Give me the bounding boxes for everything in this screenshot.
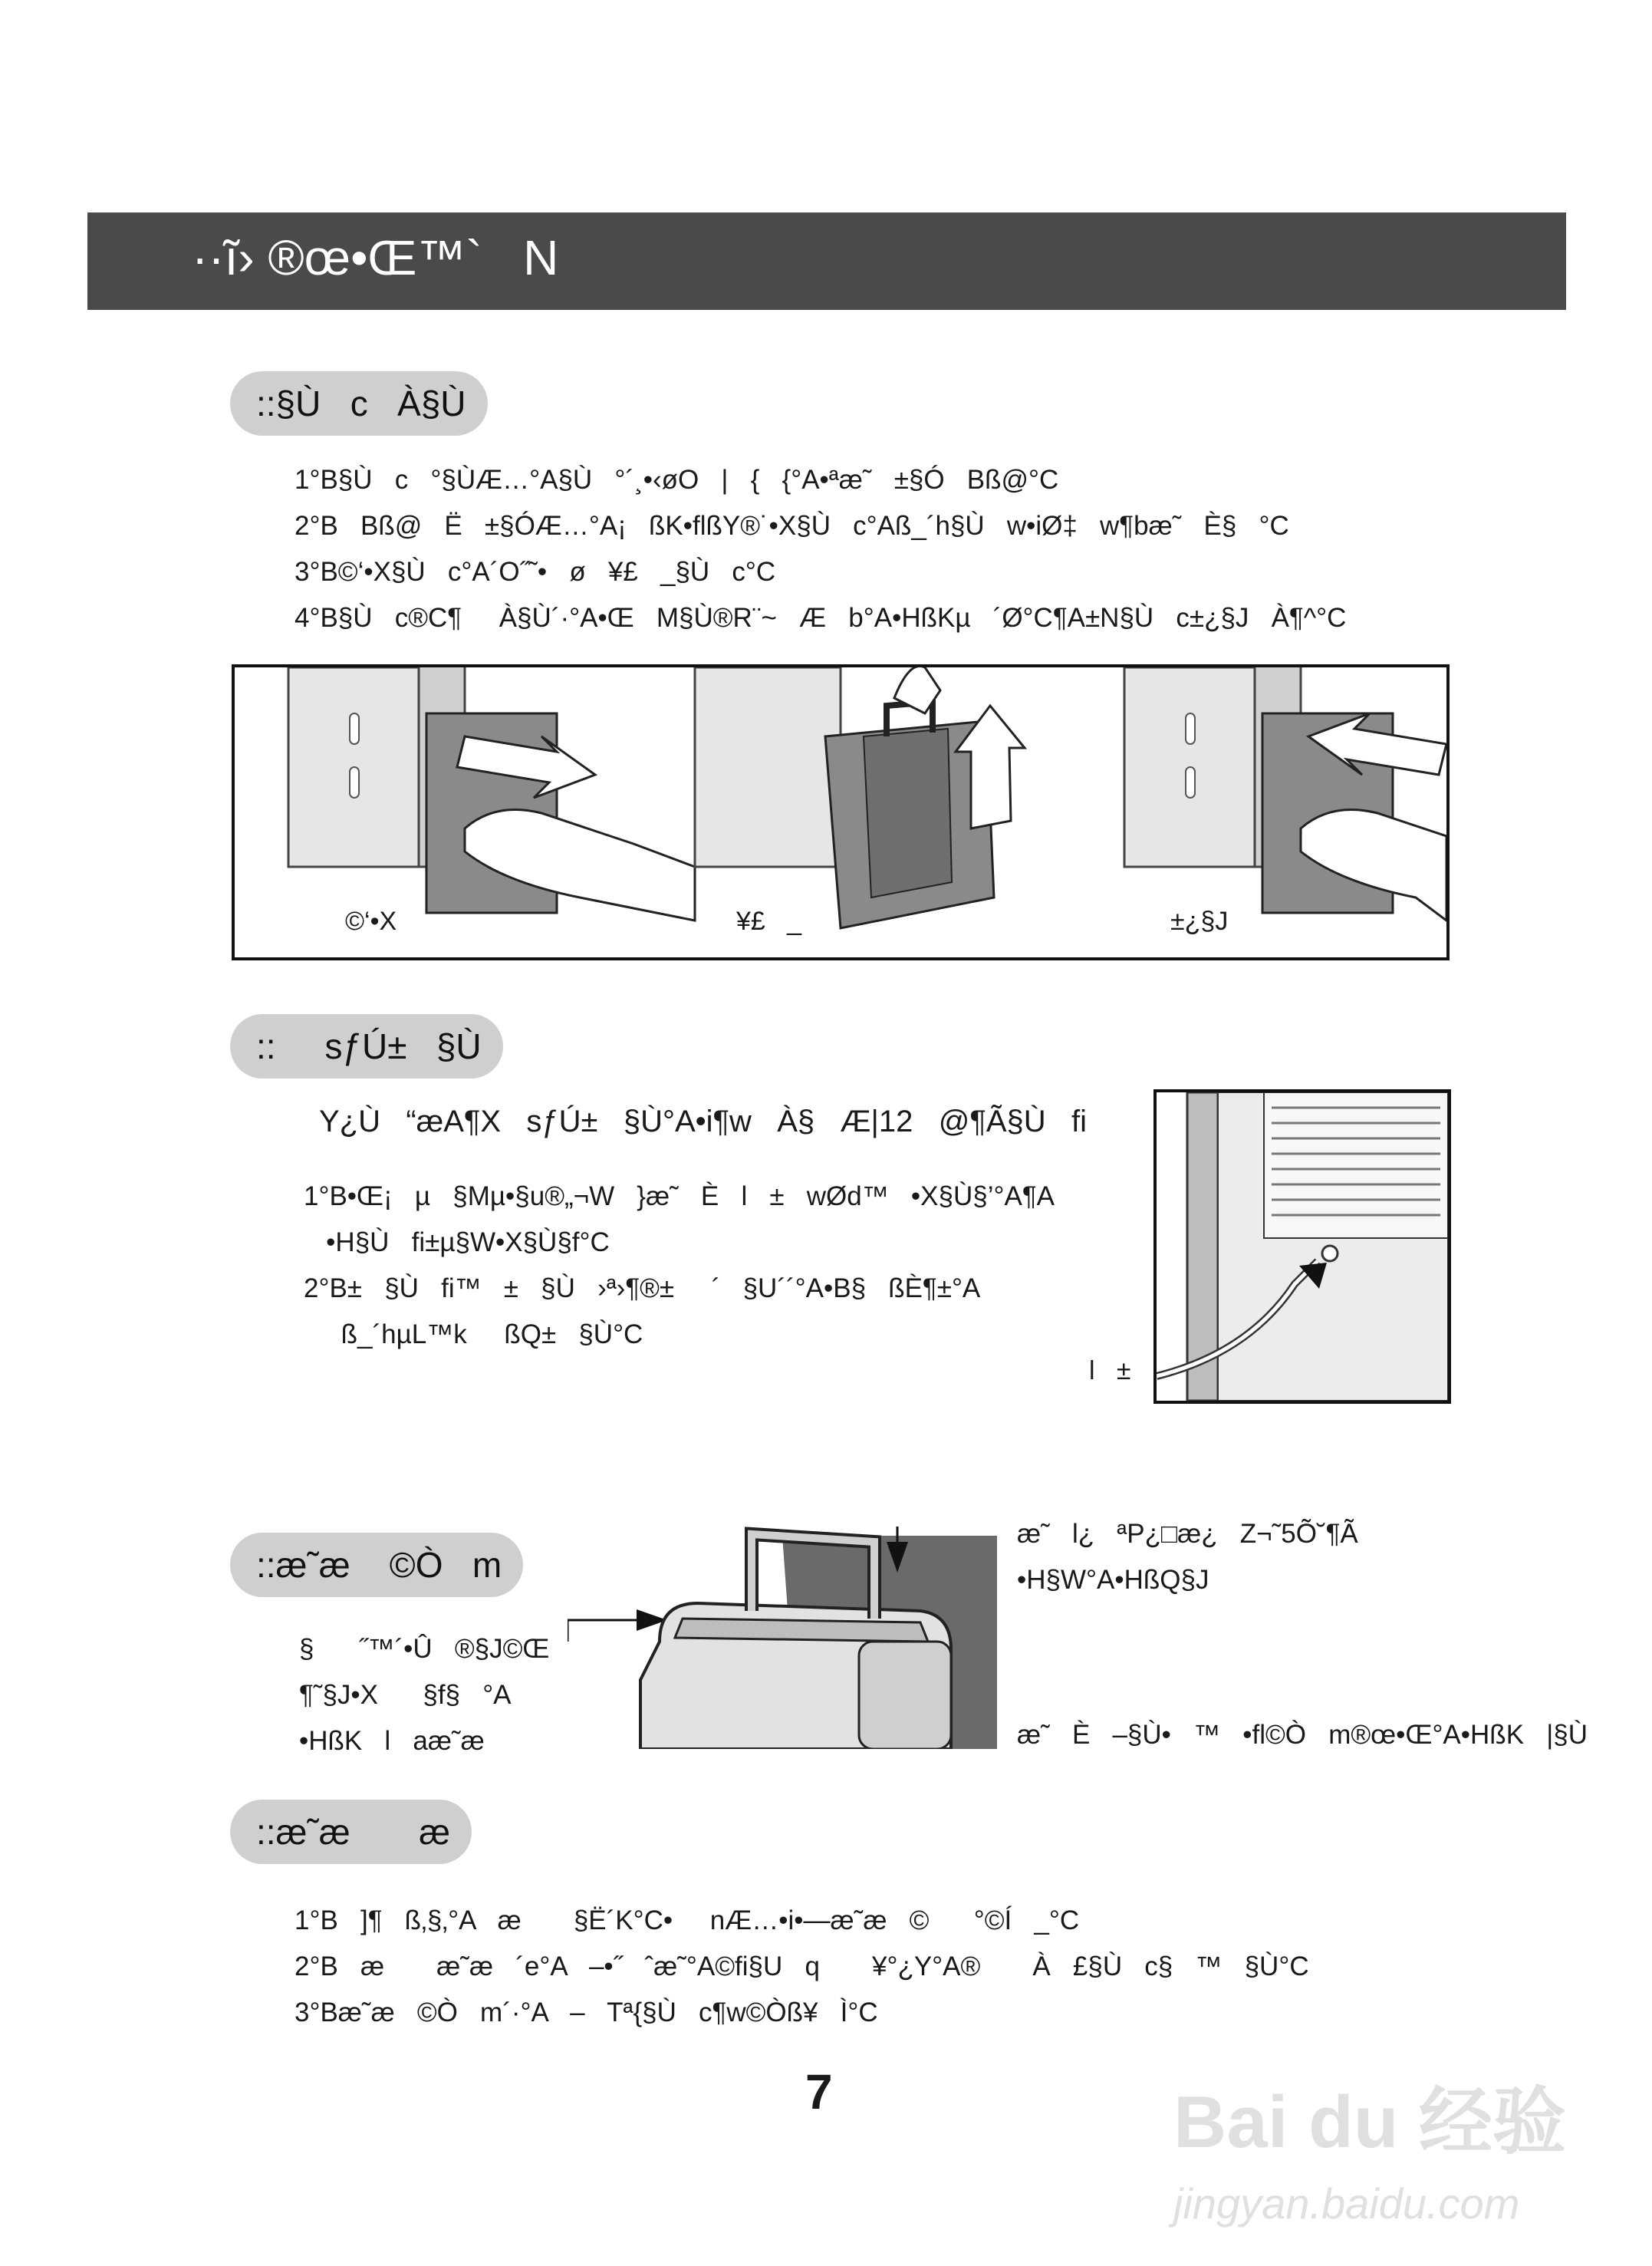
section-heading-water-tank: ::§Ù c À§Ù — [230, 371, 488, 436]
section2-intro: Y¿Ù “æA¶X sƒÚ± §Ù°A•i¶w À§ Æ|12 @¶Ã§Ù fi — [319, 1105, 1087, 1138]
step-text: 2°B æ æ˜æ ´e°A –•˝ ˆæ˜°A©fi§U q ¥°¿Y°A® À £§Ù c§ ™ §Ù°C — [295, 1951, 1309, 1981]
section3-left-text — [299, 1634, 549, 1757]
step-text: 2°B± §Ù fi™ ± §Ù ›ª›¶®± ´ §U´´°A•B§ ßÈ¶±°A — [304, 1273, 981, 1303]
step-text: 3°Bæ˜æ ©Ò m´·°A – Tª{§Ù c¶w©Òß¥ Ì°C — [295, 1998, 878, 2027]
section-heading-continuous-drain: :: sƒÚ± §Ù — [230, 1014, 503, 1079]
step-text: 1°B§Ù c °§ÙÆ…°A§Ù °´¸•‹øO | { {°A•ªæ˜ ±§Ó Bß@°C — [295, 465, 1059, 495]
section3-bottom-right-text: æ˜ È –§Ù• ™ •fl©Ò m®œ•Œ°A•HßK |§Ù — [1017, 1720, 1588, 1750]
step-text: 1°B•Œ¡ µ §Mµ•§u®„¬W }æ˜ È l ± wØd™ •X§Ù§’°A¶A — [304, 1181, 1055, 1211]
step-text: 4°B§Ù c®C¶ À§Ù´·°A•Œ M§Ù®R¨~ Æ b°A•HßKµ ´Ø°C¶A±N§Ù c±¿§J À¶^°C — [295, 603, 1347, 633]
step-text: 3°B©‘•X§Ù c°A´O˝˜• ø ¥£ _§Ù c°C — [295, 557, 776, 587]
step-text: •H§Ù fi±µ§W•X§Ù§f°C — [304, 1227, 610, 1257]
section2-steps — [304, 1181, 1055, 1350]
step-text: 2°B Bß@ Ë ±§ÓÆ…°A¡ ßK•flßY®˙•X§Ù c°Aß_´h§Ù w•iØ‡ w¶bæ˜ È§ °C — [295, 511, 1289, 541]
note-line: æ˜ l¿ ªP¿□æ¿ Z¬˜5Õ˘¶Ã — [1017, 1519, 1358, 1549]
note-line: •HßK l aæ˜æ — [299, 1726, 485, 1756]
push-in-panel — [1124, 667, 1446, 921]
hose-label: l ± — [1089, 1356, 1131, 1385]
step-text: 1°B ]¶ ß‚§‚°A æ §Ë´K°C• nÆ…•i•—æ˜æ © °©Í _°C — [295, 1905, 1080, 1935]
section3-top-right-text — [1017, 1519, 1358, 1596]
filter-illustration — [568, 1527, 1005, 1749]
page-title: ··ĩ› ®œ•Œ™` N — [192, 230, 559, 285]
drain-illustration-frame — [1153, 1089, 1451, 1404]
note-line: § ˝™´•Û ®§J©Œ — [299, 1634, 550, 1664]
pull-out-panel — [288, 667, 695, 921]
tank-removal-illustration — [235, 667, 1446, 957]
section-heading-cleaning: ::æ˜æ æ — [230, 1800, 472, 1864]
lift-out-panel — [695, 667, 1025, 928]
page-number: 7 — [805, 2064, 833, 2119]
watermark-url: jingyan.baidu.com — [1173, 2179, 1520, 2228]
section-heading-filter: ::æ˜æ ©Ò m — [230, 1533, 523, 1597]
section1-steps — [295, 465, 1346, 634]
drain-hose-illustration — [1157, 1092, 1448, 1401]
tank-illustration-frame — [232, 664, 1450, 960]
section4-steps — [295, 1905, 1309, 2028]
note-line: •H§W°A•HßQ§J — [1017, 1565, 1209, 1595]
note-line: ¶˜§J•X §f§ °A — [299, 1680, 512, 1710]
caption-pull-out: ©‘•X — [345, 907, 397, 936]
watermark-logo: Bai du 经验 — [1173, 2081, 1567, 2163]
caption-push-in: ±¿§J — [1170, 907, 1229, 936]
caption-lift-out: ¥£ _ — [736, 907, 802, 936]
step-text: ß_´hµL™k ßQ± §Ù°C — [304, 1319, 643, 1349]
